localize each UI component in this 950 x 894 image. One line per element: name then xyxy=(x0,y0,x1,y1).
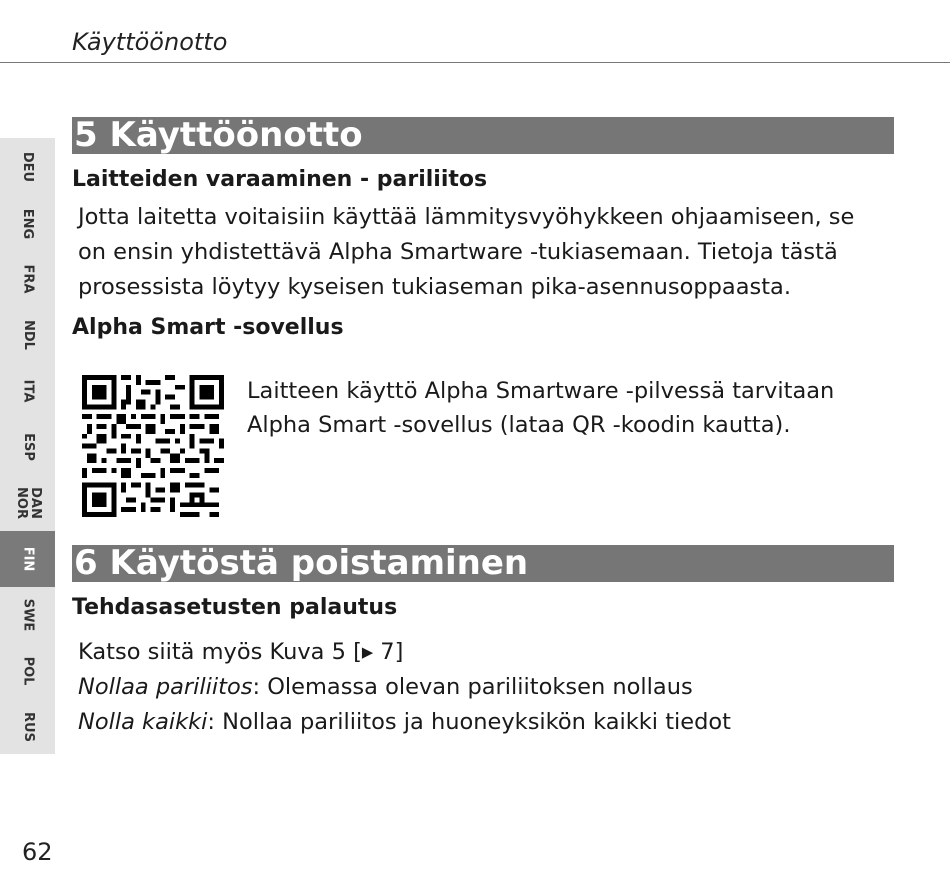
running-header: Käyttöönotto xyxy=(72,28,228,56)
lang-tab-deu[interactable]: DEU xyxy=(20,151,36,183)
qr-code-image xyxy=(82,375,224,517)
reset-item-term: Nollaa pariliitos xyxy=(78,674,253,700)
reset-item-desc: : Nollaa pariliitos ja huoneyksikön kaikki tiedot xyxy=(207,709,731,735)
lang-tab-fin[interactable]: FIN xyxy=(0,531,55,587)
section-5-title: 5 Käyttöönotto xyxy=(72,117,894,154)
app-paragraph xyxy=(247,374,834,442)
lang-tab-rus[interactable]: RUS xyxy=(20,711,36,742)
pairing-line: on ensin yhdistettävä Alpha Smartware -tukiasemaan. Tietoja tästä xyxy=(78,239,838,265)
pairing-line: prosessista löytyy kyseisen tukiaseman pika-asennusoppaasta. xyxy=(78,274,791,300)
reset-item-term: Nolla kaikki xyxy=(78,709,208,735)
pairing-heading: Laitteiden varaaminen - pariliitos xyxy=(72,167,488,192)
language-tab-strip xyxy=(0,138,55,754)
lang-tab-ita[interactable]: ITA xyxy=(20,379,36,403)
app-line: Alpha Smart -sovellus (lataa QR -koodin kautta). xyxy=(247,412,791,438)
page-number: 62 xyxy=(22,838,53,866)
reset-item xyxy=(78,705,731,740)
figure-reference: Katso siitä myös Kuva 5 [▸ 7] xyxy=(78,639,404,665)
lang-tab-dan-nor[interactable]: DAN NOR xyxy=(13,487,43,519)
reset-heading: Tehdasasetusten palautus xyxy=(72,595,398,620)
app-line: Laitteen käyttö Alpha Smartware -pilvessä tarvitaan xyxy=(247,378,835,404)
lang-tab-swe[interactable]: SWE xyxy=(20,598,36,632)
lang-tab-fra[interactable]: FRA xyxy=(20,264,36,294)
reset-item-desc: : Olemassa olevan pariliitoksen nollaus xyxy=(252,674,693,700)
section-6-title: 6 Käytöstä poistaminen xyxy=(72,545,894,582)
lang-tab-eng[interactable]: ENG xyxy=(20,208,36,239)
pairing-paragraph xyxy=(78,200,854,305)
reset-item xyxy=(78,670,731,705)
lang-tab-pol[interactable]: POL xyxy=(20,656,36,686)
lang-tab-esp[interactable]: ESP xyxy=(20,433,36,461)
app-heading: Alpha Smart -sovellus xyxy=(72,315,344,340)
reset-paragraph xyxy=(78,635,731,740)
pairing-line: Jotta laitetta voitaisiin käyttää lämmitysvyöhykkeen ohjaamiseen, se xyxy=(78,204,855,230)
lang-tab-ndl[interactable]: NDL xyxy=(20,320,36,350)
header-divider xyxy=(0,62,950,63)
